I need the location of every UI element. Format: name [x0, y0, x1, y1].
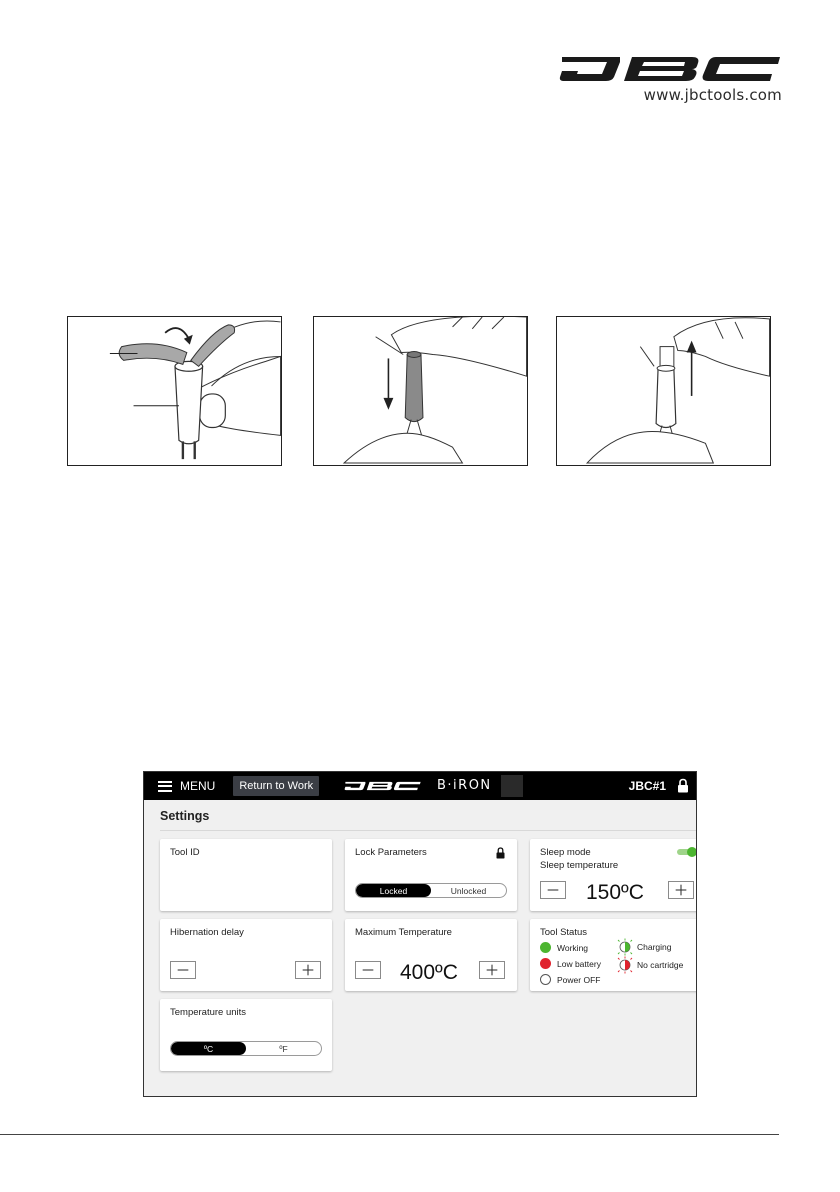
status-low-battery: Low battery	[540, 958, 601, 969]
jbc-logo-small	[344, 781, 422, 791]
max-temp-decrease-button[interactable]	[355, 961, 381, 979]
tool-status-label: Tool Status	[540, 927, 587, 938]
minus-icon	[171, 962, 195, 978]
status-no-cartridge: No cartridge	[616, 956, 683, 974]
charging-blink-icon	[616, 938, 634, 956]
lock-icon[interactable]	[677, 778, 689, 793]
lock-parameters-label: Lock Parameters	[355, 847, 427, 858]
product-name: B·iRON	[437, 778, 492, 793]
page-title: Settings	[160, 809, 210, 823]
station-name: JBC#1	[628, 779, 666, 793]
max-temp-increase-button[interactable]	[479, 961, 505, 979]
hibernation-decrease-button[interactable]	[170, 961, 196, 979]
station-thumbnail	[501, 775, 523, 797]
hibernation-delay-label: Hibernation delay	[170, 927, 244, 938]
website-url: www.jbctools.com	[643, 86, 782, 104]
temperature-units-label: Temperature units	[170, 1007, 247, 1018]
menu-button[interactable]	[158, 775, 215, 797]
status-working: Working	[540, 942, 588, 953]
hamburger-icon	[158, 781, 172, 792]
figure-tip-insert	[313, 316, 528, 466]
tip-extract-illustration	[557, 317, 770, 465]
sleep-temp-increase-button[interactable]	[668, 881, 694, 899]
minus-icon	[541, 882, 565, 898]
tool-status-card	[530, 919, 697, 991]
lock-toggle[interactable]	[355, 883, 507, 898]
lock-parameters-card	[345, 839, 517, 911]
celsius-option[interactable]: ºC	[171, 1042, 246, 1055]
sleep-mode-card	[530, 839, 697, 911]
plus-icon	[669, 882, 693, 898]
title-divider	[160, 830, 696, 831]
return-to-work-button[interactable]: Return to Work	[233, 776, 319, 796]
empty-dot-icon	[540, 974, 551, 985]
minus-icon	[356, 962, 380, 978]
plus-icon	[296, 962, 320, 978]
tool-id-label: Tool ID	[170, 847, 200, 858]
tool-id-card[interactable]	[160, 839, 332, 911]
tip-insert-illustration	[314, 317, 527, 465]
hibernation-increase-button[interactable]	[295, 961, 321, 979]
sleep-temperature-label: Sleep temperature	[540, 860, 619, 871]
menu-label: MENU	[180, 779, 216, 793]
status-power-off: Power OFF	[540, 974, 600, 985]
device-settings-screen	[143, 771, 697, 1097]
fahrenheit-option[interactable]: ºF	[279, 1043, 288, 1054]
temperature-units-card	[160, 999, 332, 1071]
maximum-temperature-card	[345, 919, 517, 991]
sleep-mode-toggle[interactable]	[677, 847, 697, 857]
figure-tip-extract	[556, 316, 771, 466]
unlocked-option[interactable]: Unlocked	[450, 885, 487, 896]
green-dot-icon	[540, 942, 551, 953]
sleep-temp-decrease-button[interactable]	[540, 881, 566, 899]
status-charging: Charging	[616, 938, 672, 956]
lock-icon	[496, 847, 505, 859]
plus-icon	[480, 962, 504, 978]
figure-sponge-insert	[67, 316, 282, 466]
red-dot-icon	[540, 958, 551, 969]
sleep-mode-label: Sleep mode	[540, 847, 591, 858]
sleep-temperature-value: 150ºC	[586, 881, 644, 904]
no-cartridge-blink-icon	[616, 956, 634, 974]
locked-option[interactable]: Locked	[356, 884, 431, 897]
maximum-temperature-value: 400ºC	[400, 961, 458, 984]
temperature-units-toggle[interactable]	[170, 1041, 322, 1056]
top-bar	[144, 772, 696, 800]
jbc-logo	[558, 56, 784, 82]
footer-divider	[0, 1134, 779, 1135]
hibernation-delay-card	[160, 919, 332, 991]
sponge-insert-illustration	[68, 317, 281, 465]
maximum-temperature-label: Maximum Temperature	[355, 927, 452, 938]
